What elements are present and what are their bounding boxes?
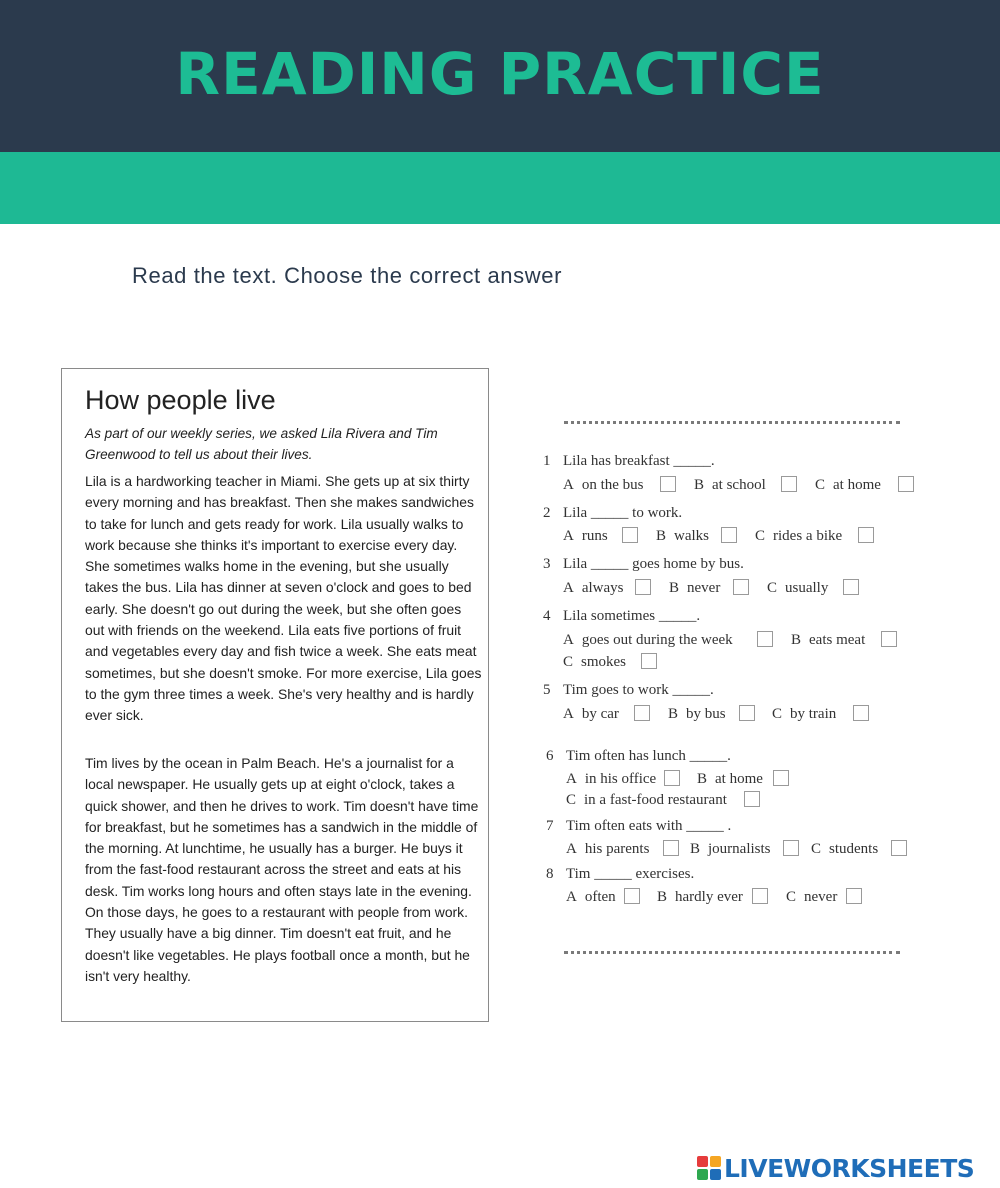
option-label: journalists [708,841,771,857]
answer-option [656,528,709,545]
option-label: smokes [581,654,627,670]
option-label: walks [674,528,710,544]
option-letter: C [566,792,577,808]
option-letter: C [815,477,826,493]
answer-checkbox[interactable] [744,791,760,807]
logo-square-icon [697,1156,708,1167]
answer-option [668,706,726,723]
answer-option [815,477,881,494]
answer-checkbox[interactable] [663,840,679,856]
liveworksheets-logo [697,1153,974,1183]
answer-checkbox[interactable] [858,527,874,543]
option-letter: B [668,706,679,722]
question-text: Lila sometimes _____. [563,608,701,624]
option-label: students [829,841,879,857]
option-label: usually [785,580,829,596]
option-letter: B [690,841,701,857]
option-letter: A [563,632,574,648]
answer-option [566,841,649,858]
option-letter: B [669,580,680,596]
option-label: by car [581,706,619,722]
answer-checkbox[interactable] [891,840,907,856]
answer-option [563,477,644,494]
answer-checkbox[interactable] [853,705,869,721]
answer-option [563,528,608,545]
liveworksheets-logo-icon [697,1156,721,1180]
question-number: 3 [543,556,551,572]
answer-checkbox[interactable] [635,579,651,595]
answer-option [657,889,743,906]
answer-option [694,477,766,494]
option-letter: B [694,477,705,493]
option-letter: C [811,841,822,857]
option-letter: C [767,580,778,596]
paragraph-tim: Tim lives by the ocean in Palm Beach. He's a journalist for a local newspaper. He usually gets up at eight o'clock, takes a quick shower, and then he drives to work. Tim doesn't have time for breakfast, but he sometimes has a sandwich in the middle of the morning. At lunchtime, he usually has a burger. He buys it from the fast-food restaurant across the street and eats at his desk. Tim works long hours and often stays late in the evening. On those days, he goes to a restaurant with people from work. They usually have a big dinner. Tim doesn't eat fruit, and he doesn't like vegetables. He plays football once a month, but he isn't very healthy. [85,755,479,984]
answer-checkbox[interactable] [624,888,640,904]
option-letter: A [566,889,577,905]
option-letter: C [772,706,783,722]
option-letter: A [563,528,574,544]
option-label: at school [712,477,766,493]
question-text: Tim often has lunch _____. [566,748,731,764]
option-label: by bus [686,706,726,722]
answer-option [563,580,624,597]
option-label: often [584,889,616,905]
option-label: in a fast-food restaurant [584,792,727,808]
option-label: goes out during the week [581,632,733,648]
answer-option [697,771,763,788]
question-text: Tim _____ exercises. [566,866,695,882]
answer-checkbox[interactable] [843,579,859,595]
answer-checkbox[interactable] [634,705,650,721]
dotted-divider-bottom [564,951,900,954]
logo-square-icon [697,1169,708,1180]
answer-option [690,841,771,858]
question-number: 2 [543,505,551,521]
answer-checkbox[interactable] [881,631,897,647]
answer-option [669,580,720,597]
instruction-text: Read the text. Choose the correct answer [132,263,562,288]
option-letter: B [697,771,708,787]
page-title: READING PRACTICE [175,40,825,108]
logo-square-icon [710,1156,721,1167]
answer-checkbox[interactable] [898,476,914,492]
answer-checkbox[interactable] [721,527,737,543]
option-label: hardly ever [675,889,743,905]
option-letter: C [755,528,766,544]
question-text: Lila _____ goes home by bus. [563,556,744,572]
option-letter: C [786,889,797,905]
answer-checkbox[interactable] [783,840,799,856]
article-intro: As part of our weekly series, we asked Lila Rivera and Tim Greenwood to tell us about their lives. [85,426,438,462]
logo-square-icon [710,1169,721,1180]
answer-option [566,792,727,809]
option-letter: C [563,654,574,670]
logo-text: LIVEWORKSHEETS [724,1153,975,1183]
answer-option [566,889,616,906]
answer-checkbox[interactable] [660,476,676,492]
option-letter: B [657,889,668,905]
option-label: by train [790,706,837,722]
paragraph-lila: Lila is a hardworking teacher in Miami. She gets up at six thirty every morning and has breakfast. Then she makes sandwiches to take for lunch and gets ready for work. Lila usually walks to work because she thinks it's important to exercise every day. She sometimes walks home in the evening, but she usually takes the bus. Lila has dinner at seven o'clock and goes to bed early. She doesn't go out during the week, but she often goes out with friends on the weekend. Lila eats five portions of fruit and vegetables every day and fish twice a week. She eats meat sometimes, but she doesn't smoke. For more exercise, Lila goes to the gym three times a week. She's very healthy and is hardly ever sick. [85,473,482,724]
reading-text-box [61,368,489,1022]
answer-option [755,528,842,545]
option-letter: A [566,771,577,787]
option-letter: A [563,477,574,493]
answer-checkbox[interactable] [664,770,680,786]
answer-option [563,706,619,723]
question-text: Tim goes to work _____. [563,682,714,698]
answer-option [563,632,733,649]
option-label: always [581,580,624,596]
answer-checkbox[interactable] [773,770,789,786]
option-letter: A [563,580,574,596]
option-letter: A [563,706,574,722]
option-label: his parents [584,841,650,857]
question-number: 6 [546,748,554,764]
option-label: at home [833,477,881,493]
option-letter: A [566,841,577,857]
option-label: rides a bike [773,528,843,544]
question-text: Lila _____ to work. [563,505,683,521]
option-label: eats meat [809,632,866,648]
answer-checkbox[interactable] [752,888,768,904]
answer-checkbox[interactable] [641,653,657,669]
option-label: in his office [584,771,657,787]
dotted-divider-top [564,421,900,424]
article-title: How people live [85,385,276,415]
question-number: 5 [543,682,551,698]
option-label: never [804,889,838,905]
accent-band [0,152,1000,224]
answer-option [811,841,878,858]
answer-option [786,889,837,906]
question-number: 1 [543,453,551,469]
option-label: at home [715,771,763,787]
answer-checkbox[interactable] [846,888,862,904]
question-text: Lila has breakfast _____. [563,453,715,469]
question-number: 7 [546,818,554,834]
option-letter: B [656,528,667,544]
answer-checkbox[interactable] [781,476,797,492]
answer-option [772,706,836,723]
option-label: never [687,580,721,596]
question-text: Tim often eats with _____ . [566,818,732,834]
answer-option [563,654,626,671]
answer-checkbox[interactable] [733,579,749,595]
answer-checkbox[interactable] [757,631,773,647]
answer-checkbox[interactable] [622,527,638,543]
answer-option [791,632,865,649]
answer-checkbox[interactable] [739,705,755,721]
answer-option [767,580,828,597]
question-number: 4 [543,608,551,624]
option-letter: B [791,632,802,648]
option-label: runs [581,528,608,544]
option-label: on the bus [581,477,644,493]
question-number: 8 [546,866,554,882]
answer-option [566,771,656,788]
